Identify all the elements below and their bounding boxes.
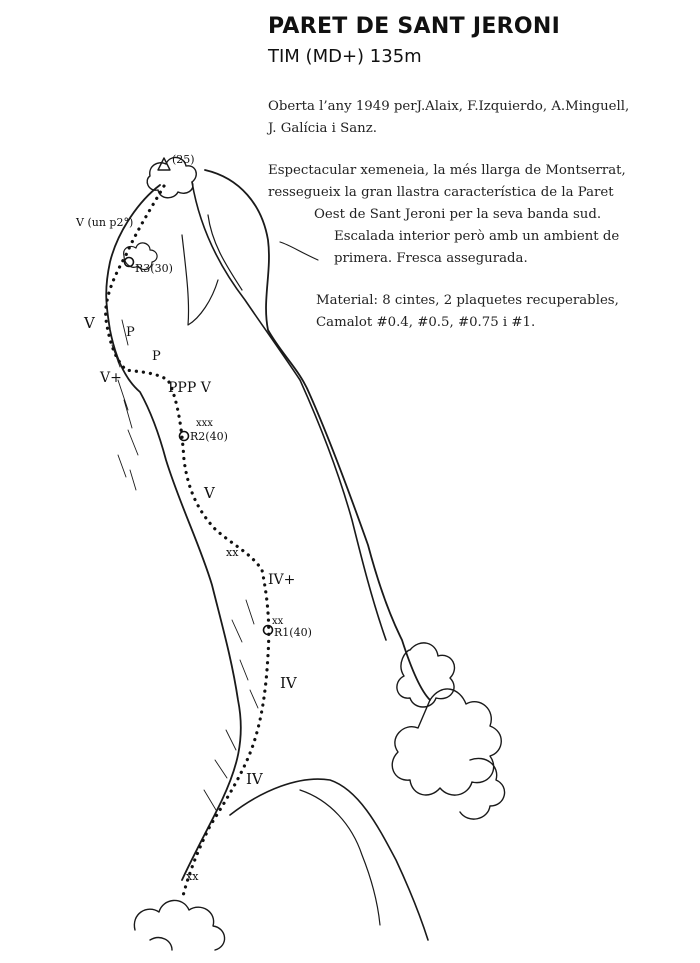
belay-r2-label: R2(40)	[190, 430, 228, 443]
belay-r3-label: R3(30)	[135, 262, 173, 275]
belay-r1-label: R1(40)	[274, 626, 312, 639]
vegetation-right	[392, 643, 504, 819]
bolts-r2-label: xxx	[196, 418, 213, 429]
summit-length-label: (25)	[172, 153, 195, 166]
summary-line-4: Escalada interior però amb un ambient de	[334, 229, 620, 244]
material-line-2: Camalot #0.4, #0.5, #0.75 i #1.	[316, 315, 536, 330]
grade-label-iv-lower: IV	[246, 770, 263, 788]
route-summary-paragraph	[268, 160, 688, 270]
piton-label-2: P	[152, 349, 161, 364]
grade-label-top: V (un p2°)	[76, 216, 134, 229]
lower-slab-outline	[230, 779, 428, 940]
summary-line-5: primera. Fresca assegurada.	[334, 251, 528, 266]
bolts-start-label: xx	[186, 870, 199, 883]
grade-label-v: V	[84, 314, 95, 332]
grade-label-iv-plus: IV+	[268, 572, 296, 588]
summary-line-3: Oest de Sant Jeroni per la seva banda sud.	[314, 207, 602, 222]
lower-slab-inner	[300, 790, 380, 925]
summary-line-1: Espectacular xemeneia, la més llarga de Montserrat,	[268, 163, 626, 178]
grade-label-v-plus: V+	[100, 370, 122, 386]
grade-label-v-mid: V	[204, 484, 215, 502]
route-line	[106, 186, 269, 900]
grade-label-iv-upper: IV	[280, 674, 297, 692]
pitons-label: PPP V	[168, 380, 211, 396]
bolts-r1-label: xx	[272, 616, 284, 627]
summary-line-2: ressegueix la gran llastra característica de la Paret	[268, 185, 614, 200]
route-grade-length: TIM (MD+) 135m	[268, 46, 422, 67]
opened-by-paragraph	[268, 96, 629, 140]
vegetation-base	[134, 900, 224, 950]
bolts-lower-label: xx	[226, 546, 239, 559]
belay-r2-marker	[180, 432, 189, 441]
chimney-crack-inner	[182, 215, 242, 325]
opened-line-1: Oberta l’any 1949 perJ.Alaix, F.Izquierdo, A.Minguell,	[268, 99, 630, 114]
material-paragraph	[316, 290, 619, 334]
opened-line-2: J. Galícia i Sanz.	[268, 121, 377, 136]
route-title: PARET DE SANT JERONI	[268, 14, 561, 39]
material-line-1: Material: 8 cintes, 2 plaquetes recuperables,	[316, 293, 619, 308]
piton-label-1: P	[126, 325, 135, 340]
